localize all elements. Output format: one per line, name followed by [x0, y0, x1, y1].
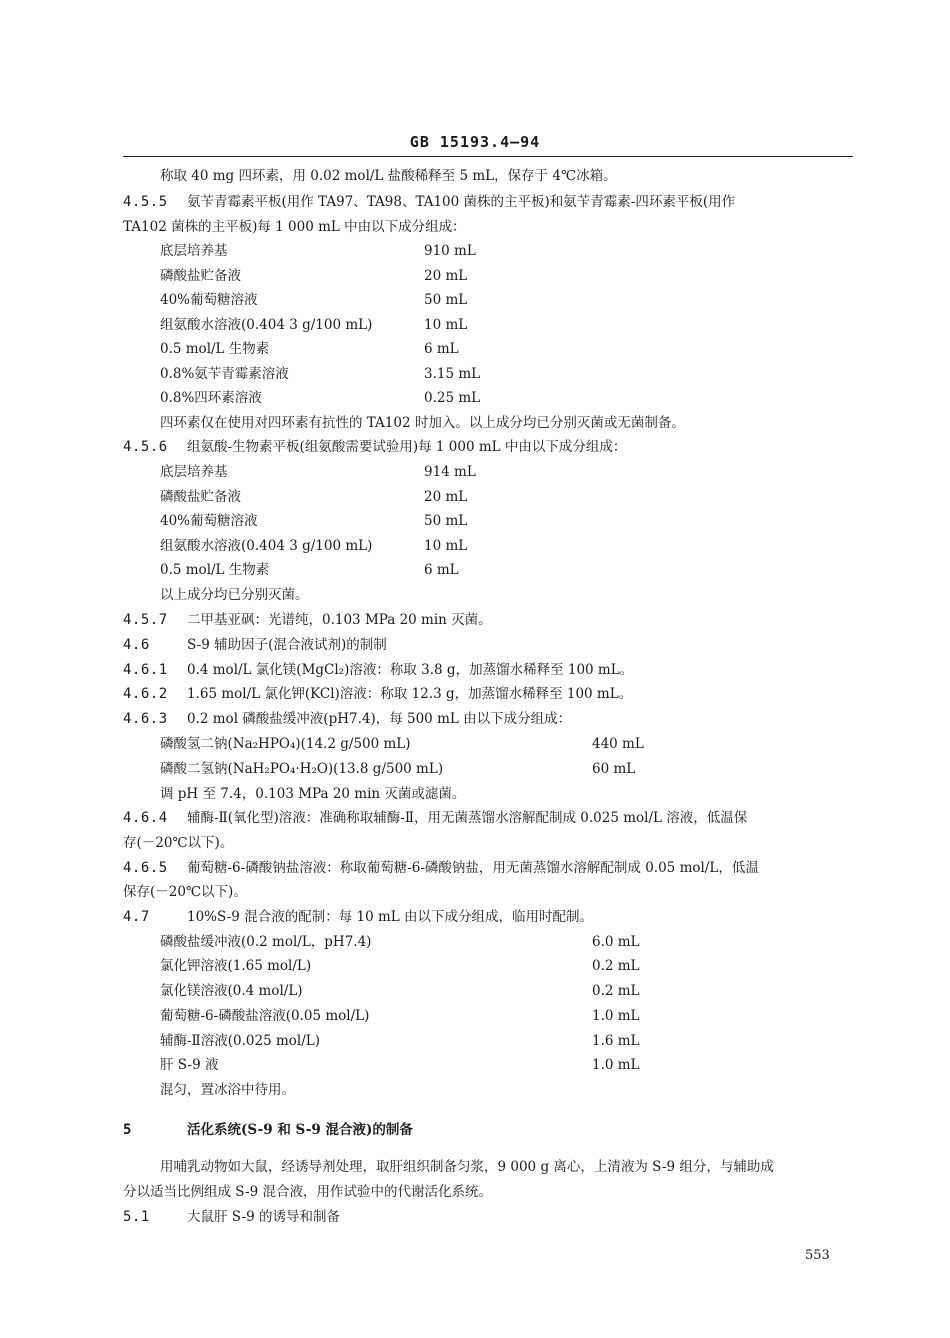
ingredient-name: 底层培养基 — [160, 464, 228, 480]
ingredient-name: 肝 S-9 液 — [160, 1057, 219, 1073]
ingredient-name: 0.8%四环素溶液 — [160, 390, 262, 406]
ingredient-amount: 1.0 mL — [592, 1008, 640, 1024]
line-text: TA102 菌株的主平板)每 1 000 mL 中由以下成分组成： — [123, 219, 466, 235]
text-line — [123, 217, 466, 237]
line-text: 活化系统(S-9 和 S-9 混合液)的制备 — [187, 1122, 413, 1138]
line-text: 0.4 mol/L 氯化镁(MgCl₂)溶液：称取 3.8 g，加蒸馏水稀释至 100 mL。 — [187, 662, 634, 678]
section-number: 4.6.2 — [123, 686, 168, 702]
ingredient-amount: 914 mL — [424, 464, 476, 480]
section-number: 4.6.3 — [123, 711, 168, 727]
text-line — [160, 1080, 295, 1100]
section-line — [123, 437, 626, 457]
section-line — [123, 660, 633, 680]
section-number: 4.5.5 — [123, 194, 168, 210]
ingredient-amount: 10 mL — [424, 317, 468, 333]
ingredient-name: 组氨酸水溶液(0.404 3 g/100 mL) — [160, 317, 373, 333]
header-rule — [123, 156, 853, 157]
text-line — [123, 882, 247, 902]
section-number: 4.5.7 — [123, 612, 168, 628]
section-line — [123, 709, 571, 729]
section-number: 4.5.6 — [123, 439, 168, 455]
section-number: 5 — [123, 1122, 132, 1138]
section-line — [123, 1207, 340, 1227]
ingredient-name: 磷酸盐贮备液 — [160, 268, 241, 284]
ingredient-amount: 6 mL — [424, 341, 459, 357]
section-number: 4.6.1 — [123, 662, 168, 678]
ingredient-amount: 440 mL — [592, 736, 644, 752]
line-text: 0.2 mol 磷酸盐缓冲液(pH7.4)，每 500 mL 由以下成分组成： — [187, 711, 572, 727]
section-line — [123, 1120, 413, 1140]
ingredient-amount: 0.25 mL — [424, 390, 481, 406]
ingredient-amount: 60 mL — [592, 761, 636, 777]
line-text: 辅酶-Ⅱ(氧化型)溶液：准确称取辅酶-Ⅱ，用无菌蒸馏水溶解配制成 0.025 mol/L 溶液，低温保 — [187, 810, 748, 826]
ingredient-amount: 50 mL — [424, 292, 468, 308]
line-text: 四环素仅在使用对四环素有抗性的 TA102 时加入。以上成分均已分别灭菌或无菌制备。 — [160, 415, 685, 431]
page-number: 553 — [805, 1248, 830, 1263]
ingredient-name: 磷酸盐贮备液 — [160, 489, 241, 505]
ingredient-amount: 6 mL — [424, 562, 459, 578]
ingredient-amount: 0.2 mL — [592, 983, 640, 999]
section-line — [123, 192, 735, 212]
ingredient-amount: 3.15 mL — [424, 366, 481, 382]
ingredient-name: 40%葡萄糖溶液 — [160, 513, 258, 529]
line-text: S-9 辅助因子(混合液试剂)的制制 — [187, 637, 387, 653]
line-text: 葡萄糖-6-磷酸钠盐溶液：称取葡萄糖-6-磷酸钠盐，用无菌蒸馏水溶解配制成 0.05 mol/L，低温 — [187, 860, 759, 876]
section-line — [123, 907, 593, 927]
line-text: 组氨酸-生物素平板(组氨酸需要试验用)每 1 000 mL 中由以下成分组成： — [187, 439, 627, 455]
section-number: 4.6 — [123, 637, 150, 653]
ingredient-name: 磷酸二氢钠(NaH₂PO₄·H₂O)(13.8 g/500 mL) — [160, 761, 444, 777]
text-line — [123, 833, 233, 853]
line-text: 称取 40 mg 四环素，用 0.02 mol/L 盐酸稀释至 5 mL，保存于 4℃冰箱。 — [160, 168, 617, 184]
ingredient-name: 组氨酸水溶液(0.404 3 g/100 mL) — [160, 538, 373, 554]
ingredient-amount: 6.0 mL — [592, 934, 640, 950]
text-line — [160, 166, 617, 186]
section-number: 5.1 — [123, 1209, 150, 1225]
section-line — [123, 858, 759, 878]
ingredient-amount: 910 mL — [424, 243, 476, 259]
ingredient-name: 0.8%氨苄青霉素溶液 — [160, 366, 289, 382]
text-line — [123, 1182, 492, 1202]
running-header: GB 15193.4—94 — [409, 133, 541, 151]
text-line — [160, 784, 465, 804]
ingredient-amount: 1.0 mL — [592, 1057, 640, 1073]
line-text: 存(－20℃以下)。 — [123, 835, 234, 851]
ingredient-name: 葡萄糖-6-磷酸盐溶液(0.05 mol/L) — [160, 1008, 370, 1024]
ingredient-name: 磷酸氢二钠(Na₂HPO₄)(14.2 g/500 mL) — [160, 736, 411, 752]
text-line — [160, 413, 685, 433]
ingredient-amount: 10 mL — [424, 538, 468, 554]
line-text: 用哺乳动物如大鼠，经诱导剂处理，取肝组织制备匀浆，9 000 g 离心，上清液为 S-9 组分，与辅助成 — [160, 1159, 774, 1175]
text-line — [160, 1157, 774, 1177]
section-number: 4.6.4 — [123, 810, 168, 826]
ingredient-name: 底层培养基 — [160, 243, 228, 259]
line-text: 大鼠肝 S-9 的诱导和制备 — [187, 1209, 340, 1225]
ingredient-amount: 20 mL — [424, 489, 468, 505]
line-text: 以上成分均已分别灭菌。 — [160, 587, 309, 603]
ingredient-name: 辅酶-Ⅱ溶液(0.025 mol/L) — [160, 1033, 320, 1049]
ingredient-name: 0.5 mol/L 生物素 — [160, 341, 270, 357]
ingredient-name: 磷酸盐缓冲液(0.2 mol/L，pH7.4) — [160, 934, 372, 950]
section-line — [123, 684, 632, 704]
ingredient-name: 氯化钾溶液(1.65 mol/L) — [160, 958, 312, 974]
line-text: 二甲基亚砜：光谱纯，0.103 MPa 20 min 灭菌。 — [187, 612, 492, 628]
section-line — [123, 808, 747, 828]
ingredient-amount: 50 mL — [424, 513, 468, 529]
ingredient-amount: 0.2 mL — [592, 958, 640, 974]
line-text: 10%S-9 混合液的配制：每 10 mL 由以下成分组成，临用时配制。 — [187, 909, 594, 925]
section-line — [123, 610, 492, 630]
ingredient-name: 40%葡萄糖溶液 — [160, 292, 258, 308]
line-text: 1.65 mol/L 氯化钾(KCl)溶液：称取 12.3 g，加蒸馏水稀释至 100 mL。 — [187, 686, 633, 702]
text-line — [160, 585, 309, 605]
section-line — [123, 635, 387, 655]
ingredient-name: 氯化镁溶液(0.4 mol/L) — [160, 983, 303, 999]
ingredient-amount: 20 mL — [424, 268, 468, 284]
section-number: 4.6.5 — [123, 860, 168, 876]
line-text: 混匀，置冰浴中待用。 — [160, 1082, 295, 1098]
section-number: 4.7 — [123, 909, 150, 925]
line-text: 保存(－20℃以下)。 — [123, 884, 247, 900]
line-text: 分以适当比例组成 S-9 混合液，用作试验中的代谢活化系统。 — [123, 1184, 492, 1200]
line-text: 调 pH 至 7.4，0.103 MPa 20 min 灭菌或滤菌。 — [160, 786, 466, 802]
ingredient-name: 0.5 mol/L 生物素 — [160, 562, 270, 578]
ingredient-amount: 1.6 mL — [592, 1033, 640, 1049]
line-text: 氨苄青霉素平板(用作 TA97、TA98、TA100 菌株的主平板)和氨苄青霉素-四环素平板(用作 — [187, 194, 736, 210]
